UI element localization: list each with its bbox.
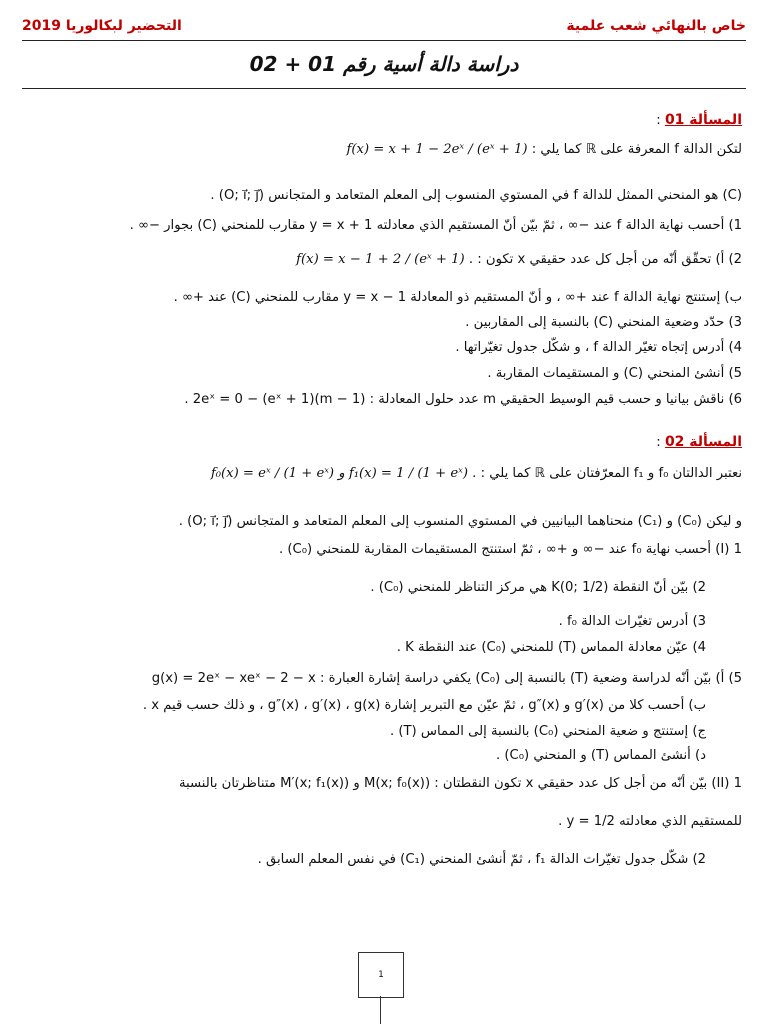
problem1-q6: 6) ناقش بيانيا و حسب قيم الوسيط الحقيقي m عدد حلول المعادلة : (1 − m)(eˣ + 1) − 2eˣ = 0 . (184, 392, 742, 407)
problem1-q2b: ب) إستنتج نهاية الدالة f عند +∞ ، و أنّ المستقيم ذو المعادلة y = x − 1 مقارب للمنحني (C) عند +∞ . (173, 290, 742, 305)
page-number-stem (380, 996, 381, 1024)
problem2-p2: 2) بيّن أنّ النقطة K(0; 1/2) هي مركز التناظر للمنحني (C₀) . (370, 580, 706, 595)
problem2-ii1: II) 1) بيّن أنّه من أجل كل عدد حقيقي x تكون النقطتان : M(x; f₀(x)) و M′(x; f₁(x)) متناظرتان بالنسبة (178, 776, 742, 791)
problem2-p1: I) 1) أحسب نهاية f₀ عند −∞ و +∞ ، ثمّ استنتج المستقيمات المقاربة للمنحني (C₀) . (278, 542, 742, 557)
page-number-box (358, 952, 404, 998)
problem2-intro-formula: f₀(x) = eˣ / (1 + eˣ) و f₁(x) = 1 / (1 + eˣ) . (210, 466, 477, 481)
problem2-p5c: ج) إستنتج و ضعية المنحني (C₀) بالنسبة إلى المماس (T) . (389, 724, 706, 739)
document-title: دراسة دالة أسية رقم 01 + 02 (249, 52, 519, 76)
problem2-ii1b: للمستقيم الذي معادلته y = 1/2 . (558, 814, 742, 829)
problem2-p3: 3) أدرس تغيّرات الدالة f₀ . (558, 614, 706, 629)
header-rule (22, 40, 746, 41)
problem1-intro: لتكن الدالة f المعرفة على ℝ كما يلي : f(x) = x + 1 − 2eˣ / (eˣ + 1) (346, 142, 742, 157)
page-number: 1 (378, 970, 384, 980)
problem2-heading: المسألة 02 (664, 434, 742, 450)
problem1-heading: المسألة 01 (664, 112, 742, 128)
title-rule (22, 88, 746, 89)
problem1-intro-formula: f(x) = x + 1 − 2eˣ / (eˣ + 1) (346, 142, 528, 157)
problem1-q4: 4) أدرس إتجاه تغيّر الدالة f ، و شكّل جدول تغيّراتها . (455, 340, 742, 355)
problem2-intro: نعتبر الدالتان f₀ و f₁ المعرّفتان على ℝ كما يلي : f₀(x) = eˣ / (1 + eˣ) و f₁(x) = 1 / (1 + eˣ) . (210, 466, 742, 481)
problem1-q3: 3) حدّد وضعية المنحني (C) بالنسبة إلى المقاربين . (465, 315, 742, 330)
page-header (22, 18, 746, 42)
problem2-heading-line: المسألة 02 : (656, 434, 742, 450)
problem2-p5b: ب) أحسب كلا من g′(x) و g″(x) ، ثمّ عيّن مع التبرير إشارة g″(x) ، g′(x) ، g(x) ، و ذلك حسب قيم x . (142, 698, 706, 713)
header-right-text: خاص بالنهائي شعب علمية (566, 18, 746, 34)
problem2-ii2: 2) شكّل جدول تغيّرات الدالة f₁ ، ثمّ أنشئ المنحني (C₁) في نفس المعلم السابق . (257, 852, 706, 867)
problem2-p4: 4) عيّن معادلة المماس (T) للمنحني (C₀) عند النقطة K . (396, 640, 706, 655)
header-left-text: التحضير لبكالوريا 2019 (22, 18, 182, 34)
problem2-p5a: 5) أ) بيّن أنّه لدراسة وضعية (T) بالنسبة إلى (C₀) يكفي دراسة إشارة العبارة : g(x) = 2eˣ − xeˣ − 2 − x (151, 671, 742, 686)
problem1-q2a: 2) أ) تحقّق أنّه من أجل كل عدد حقيقي x تكون : f(x) = x − 1 + 2 / (eˣ + 1) . (296, 252, 742, 267)
problem1-curve: (C) هو المنحني الممثل للدالة f في المستوي المنسوب إلى المعلم المتعامد و المتجانس (O; i⃗; j⃗) . (210, 188, 742, 203)
problem1-q1: 1) أحسب نهاية الدالة f عند −∞ ، ثمّ بيّن أنّ المستقيم الذي معادلته y = x + 1 مقارب للمنحني (C) بجوار −∞ . (129, 218, 742, 233)
problem1-q2a-formula: f(x) = x − 1 + 2 / (eˣ + 1) . (296, 252, 474, 267)
problem2-curves: و ليكن (C₀) و (C₁) منحناهما البيانيين في المستوي المنسوب إلى المعلم المتعامد و المتجانس (O; i⃗; j⃗) . (178, 514, 742, 529)
problem2-p5d: د) أنشئ المماس (T) و المنحني (C₀) . (496, 748, 706, 763)
problem1-q5: 5) أنشئ المنحني (C) و المستقيمات المقاربة . (487, 366, 742, 381)
problem1-heading-line: المسألة 01 : (656, 112, 742, 128)
